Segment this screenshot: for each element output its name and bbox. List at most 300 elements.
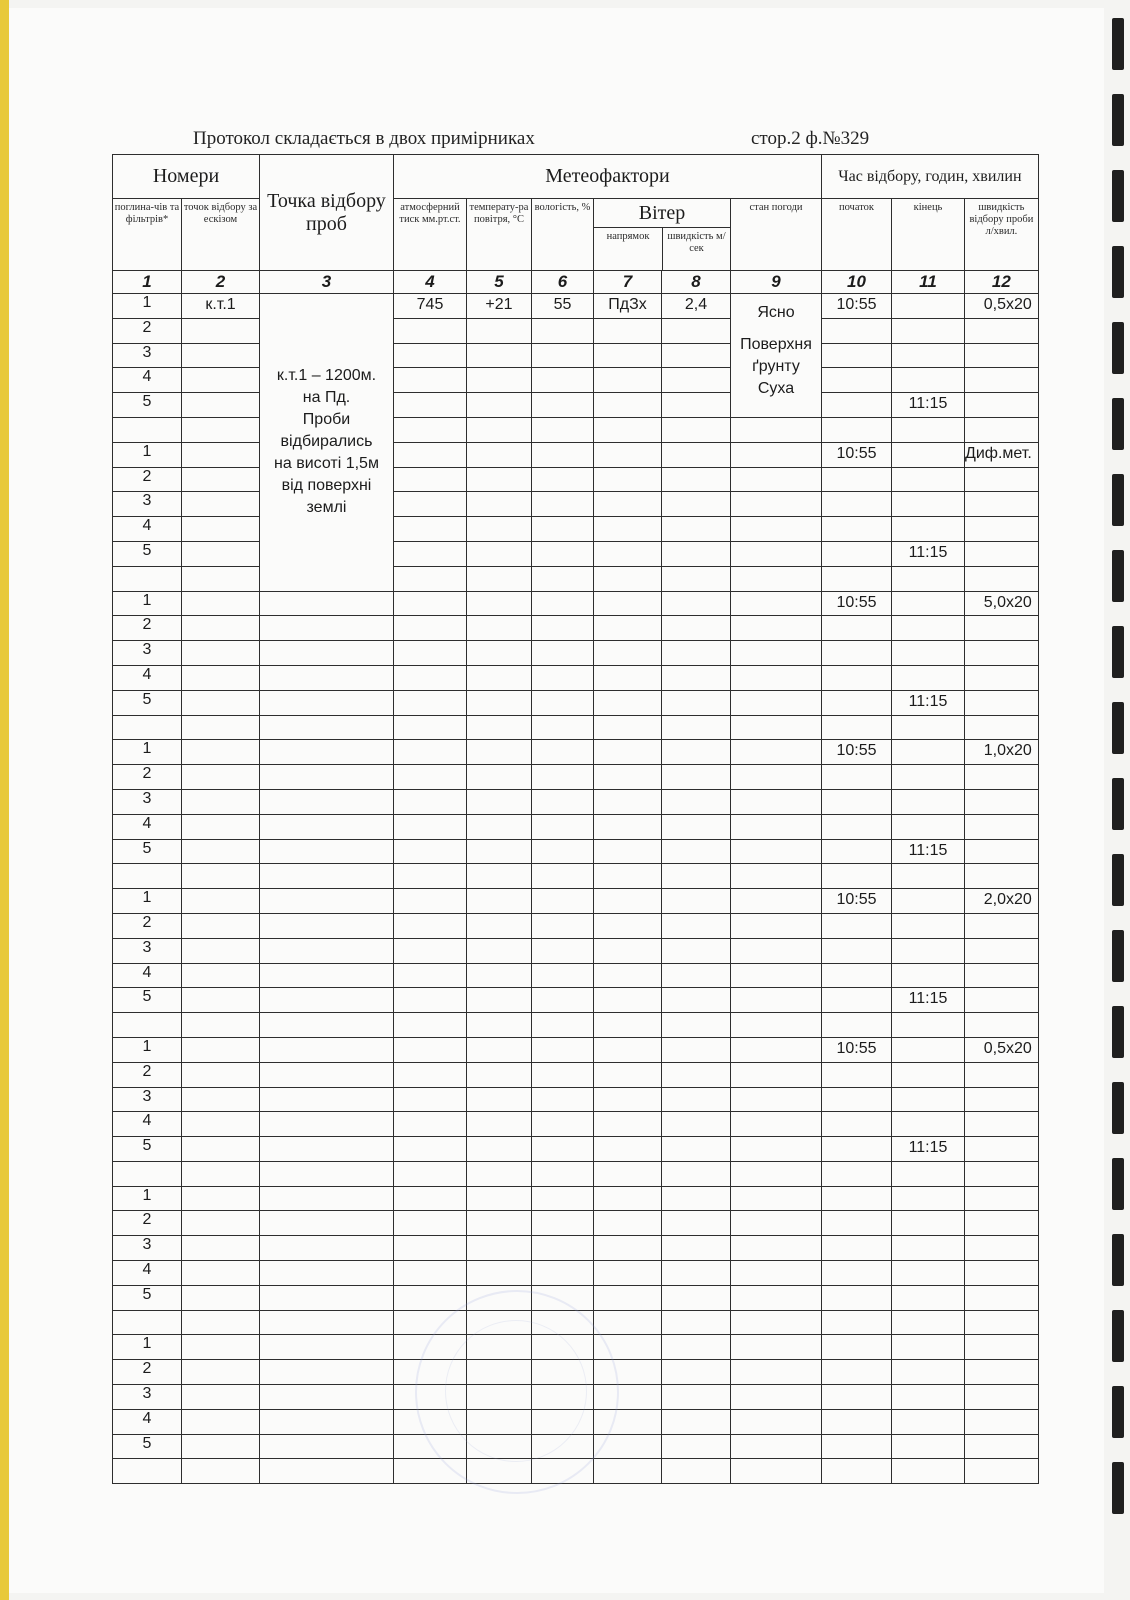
start-time-cell (822, 1385, 892, 1410)
sampling-rate-cell (965, 690, 1039, 715)
table-row (113, 1211, 1039, 1236)
sampling-point-number (182, 789, 260, 814)
sampling-point-number (182, 616, 260, 641)
sampling-rate-cell (965, 641, 1039, 666)
sampling-point-number (182, 1161, 260, 1186)
binding-hole (1112, 398, 1124, 450)
sampling-rate-cell: 1,0х20 (965, 740, 1039, 765)
binding-hole (1112, 1386, 1124, 1438)
weather-line: Суха (757, 380, 795, 397)
pressure-cell (394, 864, 467, 889)
table-row (113, 715, 1039, 740)
weather-cell (731, 442, 822, 467)
sampling-point-cell (260, 938, 394, 963)
pressure-cell (394, 1236, 467, 1261)
weather-cell (731, 789, 822, 814)
weather-cell (731, 715, 822, 740)
start-time-cell (822, 1137, 892, 1162)
sampling-point-cell (260, 765, 394, 790)
weather-cell (731, 1186, 822, 1211)
sampling-point-number (182, 641, 260, 666)
start-time-cell (822, 765, 892, 790)
binding-hole (1112, 550, 1124, 602)
start-time-cell (822, 1211, 892, 1236)
start-time-cell: 10:55 (822, 294, 892, 319)
wind-direction-cell (594, 1087, 662, 1112)
sampling-rate-cell (965, 715, 1039, 740)
weather-cell (731, 1062, 822, 1087)
sampling-point-cell (260, 690, 394, 715)
wind-speed-cell (662, 1137, 731, 1162)
end-time-cell (892, 1459, 965, 1484)
wind-speed-cell (662, 492, 731, 517)
wind-direction-cell (594, 1013, 662, 1038)
start-time-cell (822, 1112, 892, 1137)
start-time-cell (822, 665, 892, 690)
absorber-number (113, 1161, 182, 1186)
pressure-cell (394, 1013, 467, 1038)
table-row (113, 591, 1039, 616)
table-row (113, 1137, 1039, 1162)
start-time-cell (822, 318, 892, 343)
sampling-point-number (182, 541, 260, 566)
sampling-rate-cell (965, 1360, 1039, 1385)
wind-direction-cell (594, 839, 662, 864)
wind-direction-cell (594, 541, 662, 566)
end-time-cell (892, 1087, 965, 1112)
humidity-cell (532, 566, 594, 591)
end-time-cell (892, 1335, 965, 1360)
wind-speed-cell (662, 1310, 731, 1335)
wind-speed-cell (662, 1087, 731, 1112)
wind-speed-cell (662, 417, 731, 442)
start-time-cell (822, 1013, 892, 1038)
header-wind: Вітер (594, 199, 730, 228)
sampling-point-cell (260, 740, 394, 765)
end-time-cell: 11:15 (892, 988, 965, 1013)
binding-hole (1112, 778, 1124, 830)
weather-cell (731, 591, 822, 616)
pressure-cell (394, 715, 467, 740)
wind-direction-cell (594, 1261, 662, 1286)
wind-direction-cell (594, 517, 662, 542)
sampling-point-cell (260, 1211, 394, 1236)
wind-speed-cell (662, 1236, 731, 1261)
sampling-point-number (182, 715, 260, 740)
pressure-cell (394, 417, 467, 442)
pressure-cell (394, 467, 467, 492)
humidity-cell (532, 417, 594, 442)
start-time-cell (822, 715, 892, 740)
weather-cell (731, 641, 822, 666)
absorber-number: 3 (113, 343, 182, 368)
humidity-cell (532, 1037, 594, 1062)
pressure-cell (394, 1161, 467, 1186)
end-time-cell (892, 1161, 965, 1186)
wind-speed-cell (662, 889, 731, 914)
wind-direction-cell (594, 393, 662, 418)
table-row (113, 1062, 1039, 1087)
absorber-number: 3 (113, 492, 182, 517)
sampling-point-number (182, 1211, 260, 1236)
table-row (113, 1087, 1039, 1112)
wind-speed-cell (662, 814, 731, 839)
wind-direction-cell (594, 715, 662, 740)
absorber-number: 4 (113, 1261, 182, 1286)
temperature-cell (467, 963, 532, 988)
end-time-cell (892, 1385, 965, 1410)
start-time-cell (822, 417, 892, 442)
pressure-cell (394, 988, 467, 1013)
absorber-number: 3 (113, 938, 182, 963)
end-time-cell (892, 1409, 965, 1434)
weather-cell (731, 690, 822, 715)
sampling-rate-cell (965, 1310, 1039, 1335)
pressure-cell (394, 343, 467, 368)
weather-cell (731, 889, 822, 914)
end-time-cell (892, 1112, 965, 1137)
temperature-cell (467, 591, 532, 616)
sampling-rate-cell (965, 1459, 1039, 1484)
humidity-cell (532, 1186, 594, 1211)
wind-direction-cell (594, 690, 662, 715)
yellow-paper-edge (0, 0, 9, 1600)
humidity-cell (532, 1013, 594, 1038)
humidity-cell (532, 814, 594, 839)
absorber-number: 4 (113, 368, 182, 393)
humidity-cell (532, 864, 594, 889)
wind-speed-cell (662, 442, 731, 467)
end-time-cell (892, 740, 965, 765)
sampling-point-cell (260, 1013, 394, 1038)
temperature-cell (467, 665, 532, 690)
spiral-binding (1100, 0, 1130, 1600)
header-rate: швидкість відбору проби л/хвил. (965, 199, 1039, 271)
temperature-cell (467, 839, 532, 864)
temperature-cell (467, 1062, 532, 1087)
binding-hole (1112, 1234, 1124, 1286)
table-row (113, 1161, 1039, 1186)
sampling-rate-cell (965, 467, 1039, 492)
absorber-number: 5 (113, 393, 182, 418)
column-number: 1 (113, 271, 182, 294)
table-row (113, 1037, 1039, 1062)
temperature-cell (467, 1013, 532, 1038)
absorber-number: 4 (113, 1409, 182, 1434)
sampling-point-number (182, 467, 260, 492)
sampling-rate-cell (965, 1335, 1039, 1360)
sampling-rate-cell (965, 963, 1039, 988)
sampling-rate-cell (965, 1385, 1039, 1410)
sampling-point-cell (260, 1137, 394, 1162)
end-time-cell (892, 715, 965, 740)
sampling-rate-cell: 5,0х20 (965, 591, 1039, 616)
wind-direction-cell (594, 1062, 662, 1087)
wind-speed-cell (662, 541, 731, 566)
pressure-cell (394, 963, 467, 988)
sampling-point-number (182, 1459, 260, 1484)
humidity-cell (532, 442, 594, 467)
sampling-point-number (182, 1087, 260, 1112)
pressure-cell (394, 318, 467, 343)
sampling-point-number (182, 318, 260, 343)
sampling-point-cell (260, 1409, 394, 1434)
temperature-cell (467, 616, 532, 641)
pressure-cell (394, 566, 467, 591)
sampling-rate-cell (965, 1137, 1039, 1162)
sampling-point-cell (260, 1161, 394, 1186)
column-number: 9 (731, 271, 822, 294)
wind-speed-cell (662, 1409, 731, 1434)
table-row (113, 938, 1039, 963)
table-row (113, 690, 1039, 715)
sampling-point-number (182, 1037, 260, 1062)
weather-cell (731, 1310, 822, 1335)
weather-cell (731, 963, 822, 988)
header-temperature: температу-ра повітря, °С (467, 199, 532, 271)
table-row (113, 417, 1039, 442)
start-time-cell (822, 789, 892, 814)
sampling-point-number (182, 417, 260, 442)
temperature-cell (467, 740, 532, 765)
weather-line: Ясно (757, 304, 795, 321)
end-time-cell: 11:15 (892, 541, 965, 566)
start-time-cell (822, 1335, 892, 1360)
header-wind-speed: швидкість м/сек (667, 231, 726, 254)
absorber-number: 2 (113, 1062, 182, 1087)
table-row (113, 988, 1039, 1013)
temperature-cell (467, 1087, 532, 1112)
start-time-cell (822, 1360, 892, 1385)
weather-cell (731, 1459, 822, 1484)
weather-cell (731, 814, 822, 839)
end-time-cell: 11:15 (892, 1137, 965, 1162)
humidity-cell (532, 690, 594, 715)
humidity-cell (532, 343, 594, 368)
sampling-point-cell (260, 1186, 394, 1211)
wind-direction-cell (594, 913, 662, 938)
header-wind-direction: напрямок (594, 228, 663, 270)
pressure-cell (394, 665, 467, 690)
sampling-point-number (182, 814, 260, 839)
sampling-point-cell (260, 1236, 394, 1261)
humidity-cell (532, 318, 594, 343)
sampling-point-cell (260, 1385, 394, 1410)
wind-direction-cell (594, 938, 662, 963)
humidity-cell (532, 1112, 594, 1137)
sampling-point-number (182, 368, 260, 393)
temperature-cell (467, 442, 532, 467)
table-row (113, 541, 1039, 566)
sampling-point-number (182, 1112, 260, 1137)
temperature-cell (467, 492, 532, 517)
temperature-cell (467, 789, 532, 814)
pressure-cell (394, 517, 467, 542)
absorber-number: 1 (113, 591, 182, 616)
sampling-point-number (182, 1285, 260, 1310)
end-time-cell (892, 1062, 965, 1087)
weather-cell (731, 492, 822, 517)
binding-hole (1112, 246, 1124, 298)
temperature-cell (467, 1112, 532, 1137)
wind-direction-cell: ПдЗх (594, 294, 662, 319)
wind-direction-cell (594, 467, 662, 492)
end-time-cell (892, 765, 965, 790)
sampling-point-number (182, 665, 260, 690)
pressure-cell (394, 1186, 467, 1211)
weather-cell (731, 1261, 822, 1286)
wind-speed-cell (662, 566, 731, 591)
header-wind-group (594, 199, 731, 271)
pressure-cell (394, 442, 467, 467)
wind-speed-cell (662, 1459, 731, 1484)
start-time-cell (822, 1186, 892, 1211)
wind-speed-cell (662, 913, 731, 938)
pressure-cell: 745 (394, 294, 467, 319)
sampling-point-number (182, 517, 260, 542)
temperature-cell (467, 393, 532, 418)
humidity-cell (532, 393, 594, 418)
weather-cell (731, 1211, 822, 1236)
header-points: точок відбору за ескізом (182, 199, 260, 271)
start-time-cell (822, 814, 892, 839)
wind-direction-cell (594, 1161, 662, 1186)
humidity-cell (532, 1161, 594, 1186)
wind-speed-cell (662, 393, 731, 418)
end-time-cell (892, 1037, 965, 1062)
start-time-cell (822, 517, 892, 542)
start-time-cell (822, 492, 892, 517)
end-time-cell (892, 1211, 965, 1236)
absorber-number: 5 (113, 690, 182, 715)
end-time-cell: 11:15 (892, 839, 965, 864)
sampling-rate-cell (965, 541, 1039, 566)
pressure-cell (394, 740, 467, 765)
sampling-point-cell (260, 616, 394, 641)
start-time-cell (822, 566, 892, 591)
pressure-cell (394, 839, 467, 864)
sampling-point-number (182, 889, 260, 914)
humidity-cell (532, 963, 594, 988)
absorber-number: 2 (113, 467, 182, 492)
pressure-cell (394, 393, 467, 418)
start-time-cell (822, 541, 892, 566)
temperature-cell (467, 1211, 532, 1236)
humidity-cell (532, 641, 594, 666)
sampling-rate-cell (965, 1409, 1039, 1434)
sampling-rate-cell (965, 1112, 1039, 1137)
sampling-point-number: к.т.1 (182, 294, 260, 319)
temperature-cell (467, 517, 532, 542)
sampling-rate-cell (965, 789, 1039, 814)
start-time-cell (822, 963, 892, 988)
table-row (113, 1261, 1039, 1286)
weather-cell (731, 1360, 822, 1385)
pressure-cell (394, 541, 467, 566)
weather-cell (731, 740, 822, 765)
sampling-rate-cell (965, 318, 1039, 343)
end-time-cell (892, 343, 965, 368)
pressure-cell (394, 1062, 467, 1087)
sampling-point-cell (260, 963, 394, 988)
wind-direction-cell (594, 492, 662, 517)
wind-speed-cell (662, 1385, 731, 1410)
end-time-cell (892, 1285, 965, 1310)
start-time-cell (822, 938, 892, 963)
temperature-cell (467, 715, 532, 740)
wind-direction-cell (594, 616, 662, 641)
column-number: 5 (467, 271, 532, 294)
end-time-cell: 11:15 (892, 393, 965, 418)
column-number: 3 (260, 271, 394, 294)
weather-cell (731, 1285, 822, 1310)
wind-direction-cell (594, 1236, 662, 1261)
humidity-cell (532, 665, 594, 690)
absorber-number: 1 (113, 1186, 182, 1211)
absorber-number (113, 864, 182, 889)
table-row (113, 740, 1039, 765)
table-row (113, 789, 1039, 814)
temperature-cell (467, 889, 532, 914)
pressure-cell (394, 789, 467, 814)
binding-hole (1112, 474, 1124, 526)
temperature-cell (467, 864, 532, 889)
wind-speed-cell (662, 1335, 731, 1360)
end-time-cell (892, 814, 965, 839)
weather-cell (731, 988, 822, 1013)
end-time-cell: 11:15 (892, 690, 965, 715)
table-row (113, 517, 1039, 542)
end-time-cell (892, 1434, 965, 1459)
end-time-cell (892, 1261, 965, 1286)
wind-speed-cell (662, 591, 731, 616)
sampling-rate-cell (965, 1013, 1039, 1038)
sampling-point-number (182, 1409, 260, 1434)
protocol-note: Протокол складається в двох примірниках (193, 128, 535, 149)
weather-cell (731, 1335, 822, 1360)
wind-direction-cell (594, 368, 662, 393)
weather-cell (731, 417, 822, 442)
sampling-point-cell (260, 1335, 394, 1360)
absorber-number (113, 566, 182, 591)
table-row (113, 1236, 1039, 1261)
table-row (113, 814, 1039, 839)
sampling-point-number (182, 839, 260, 864)
humidity-cell: 55 (532, 294, 594, 319)
absorber-number (113, 1310, 182, 1335)
temperature-cell (467, 765, 532, 790)
start-time-cell (822, 1310, 892, 1335)
humidity-cell (532, 789, 594, 814)
temperature-cell (467, 467, 532, 492)
weather-cell (731, 765, 822, 790)
end-time-cell (892, 641, 965, 666)
sampling-point-cell (260, 988, 394, 1013)
sampling-point-description: к.т.1 – 1200м. на Пд. Проби відбирались на висоті 1,5м від поверхні землі (260, 294, 394, 592)
sampling-point-cell (260, 1087, 394, 1112)
table-row (113, 442, 1039, 467)
humidity-cell (532, 1087, 594, 1112)
wind-speed-cell (662, 318, 731, 343)
column-number: 4 (394, 271, 467, 294)
pressure-cell (394, 368, 467, 393)
table-row (113, 839, 1039, 864)
sampling-point-number (182, 765, 260, 790)
end-time-cell (892, 591, 965, 616)
humidity-cell (532, 492, 594, 517)
sampling-rate-cell (965, 1186, 1039, 1211)
sampling-rate-cell (965, 417, 1039, 442)
